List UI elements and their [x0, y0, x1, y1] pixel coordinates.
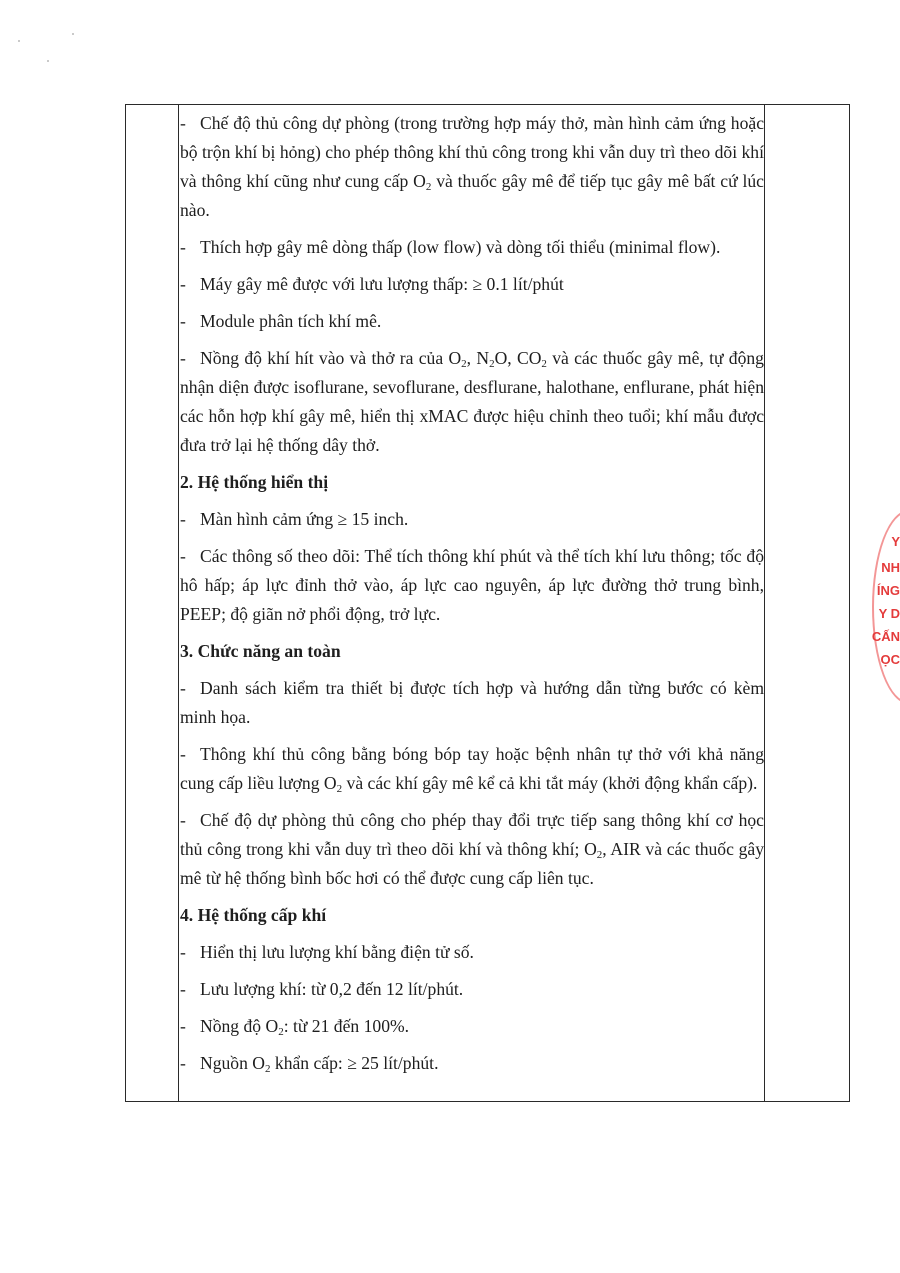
stamp-text: ỌC	[880, 652, 900, 667]
bullet-text: Thích hợp gây mê dòng thấp (low flow) và dòng tối thiểu (minimal flow).	[200, 237, 721, 257]
bullet-text: và các thuốc gây mê, tự động nhận diện được isoflurane, sevoflurane, desflurane, halothane, enflurane, phát hiện các hỗn hợp khí gây mê, hiển thị xMAC được hiệu chỉnh theo tuổi; khí mẫu được đưa trở lại hệ thống dây thở.	[180, 348, 764, 455]
stamp-text: NH	[881, 560, 900, 575]
stamp-text: Y	[891, 534, 900, 549]
section-heading-display: 2. Hệ thống hiển thị	[180, 472, 329, 492]
bullet-item	[180, 740, 764, 798]
subscript: 2	[278, 1026, 284, 1038]
bullet-item	[180, 109, 764, 225]
bullet-text: Hiển thị lưu lượng khí bằng điện tử số.	[200, 942, 474, 962]
scan-speck	[72, 33, 74, 35]
bullet-text: Màn hình cảm ứng ≥ 15 inch.	[200, 509, 409, 529]
bullet-text: , AIR và các thuốc gây mê từ hệ thống bình bốc hơi có thể được cung cấp liên tục.	[180, 839, 765, 888]
bullet-text: O, CO	[494, 348, 542, 368]
scan-speck	[47, 60, 49, 62]
bullet-dash: -	[180, 810, 186, 830]
bullet-text: Danh sách kiểm tra thiết bị được tích hợp và hướng dẫn từng bước có kèm minh họa.	[180, 678, 764, 727]
stamp-text: CẤN	[871, 629, 900, 644]
section-heading-safety: 3. Chức năng an toàn	[180, 641, 341, 661]
bullet-dash: -	[180, 348, 186, 368]
bullet-dash: -	[180, 546, 186, 566]
specification-cell	[180, 109, 764, 1086]
bullet-dash: -	[180, 678, 186, 698]
subscript: 2	[336, 783, 343, 795]
red-stamp	[872, 520, 900, 690]
bullet-item	[180, 270, 764, 299]
bullet-text: Nguồn O	[200, 1053, 265, 1073]
bullet-group-anesthesia	[180, 109, 764, 460]
bullet-text: Nồng độ O	[200, 1016, 279, 1036]
bullet-text: Chế độ dự phòng thủ công cho phép thay đổi trực tiếp sang thông khí cơ học thủ công trong khi vẫn duy trì theo dõi khí và thông khí; O	[180, 810, 764, 859]
specification-table	[125, 104, 850, 1102]
subscript: 2	[489, 358, 495, 370]
bullet-dash: -	[180, 237, 186, 257]
bullet-item	[180, 505, 764, 534]
bullet-item	[180, 307, 764, 336]
bullet-text: Chế độ thủ công dự phòng (trong trường hợp máy thở, màn hình cảm ứng hoặc bộ trộn khí bị hỏng) cho phép thông khí thủ công trong khi vẫn duy trì theo dõi khí và thông khí cũng như cung cấp O	[180, 113, 764, 191]
bullet-text: và các khí gây mê kể cả khi tắt máy (khởi động khẩn cấp).	[342, 773, 758, 793]
bullet-item	[180, 1012, 764, 1041]
bullet-dash: -	[180, 1053, 186, 1073]
stamp-text: ÍNG	[876, 583, 900, 598]
bullet-text: , N	[466, 348, 490, 368]
bullet-item	[180, 674, 764, 732]
bullet-dash: -	[180, 1016, 186, 1036]
bullet-item	[180, 233, 764, 262]
bullet-group-safety	[180, 674, 764, 893]
bullet-item	[180, 975, 764, 1004]
bullet-dash: -	[180, 979, 186, 999]
bullet-text: Module phân tích khí mê.	[200, 311, 382, 331]
column-divider	[178, 105, 179, 1101]
section-heading-gas-supply: 4. Hệ thống cấp khí	[180, 905, 327, 925]
bullet-text: khẩn cấp: ≥ 25 lít/phút.	[270, 1053, 439, 1073]
column-divider	[764, 105, 765, 1101]
bullet-group-gas-supply	[180, 938, 764, 1078]
bullet-dash: -	[180, 274, 186, 294]
bullet-item	[180, 1049, 764, 1078]
bullet-group-display	[180, 505, 764, 629]
bullet-text: và thuốc gây mê để tiếp tục gây mê bất cứ lúc nào.	[180, 171, 764, 220]
subscript: 2	[541, 358, 547, 370]
bullet-dash: -	[180, 942, 186, 962]
subscript: 2	[425, 181, 432, 193]
bullet-text: Nồng độ khí hít vào và thở ra của O	[200, 348, 462, 368]
bullet-text: Máy gây mê được với lưu lượng thấp: ≥ 0.1 lít/phút	[200, 274, 564, 294]
bullet-text: Lưu lượng khí: từ 0,2 đến 12 lít/phút.	[200, 979, 464, 999]
bullet-item	[180, 542, 764, 629]
subscript: 2	[461, 358, 467, 370]
stamp-text: Y D	[878, 606, 900, 621]
bullet-item	[180, 938, 764, 967]
bullet-dash: -	[180, 744, 186, 764]
bullet-dash: -	[180, 509, 186, 529]
bullet-text: : từ 21 đến 100%.	[283, 1016, 410, 1036]
bullet-dash: -	[180, 113, 186, 133]
bullet-dash: -	[180, 311, 186, 331]
scan-speck	[18, 40, 20, 42]
subscript: 2	[265, 1063, 271, 1075]
bullet-item	[180, 344, 764, 460]
subscript: 2	[596, 849, 603, 861]
bullet-text: Thông khí thủ công bằng bóng bóp tay hoặc bệnh nhân tự thở với khả năng cung cấp liều lượng O	[180, 744, 764, 793]
bullet-text: Các thông số theo dõi: Thể tích thông khí phút và thể tích khí lưu thông; tốc độ hô hấp; áp lực đỉnh thở vào, áp lực cao nguyên, áp lực đường thở trung bình, PEEP; độ giãn nở phổi động, trở lực.	[180, 546, 764, 624]
bullet-item	[180, 806, 764, 893]
